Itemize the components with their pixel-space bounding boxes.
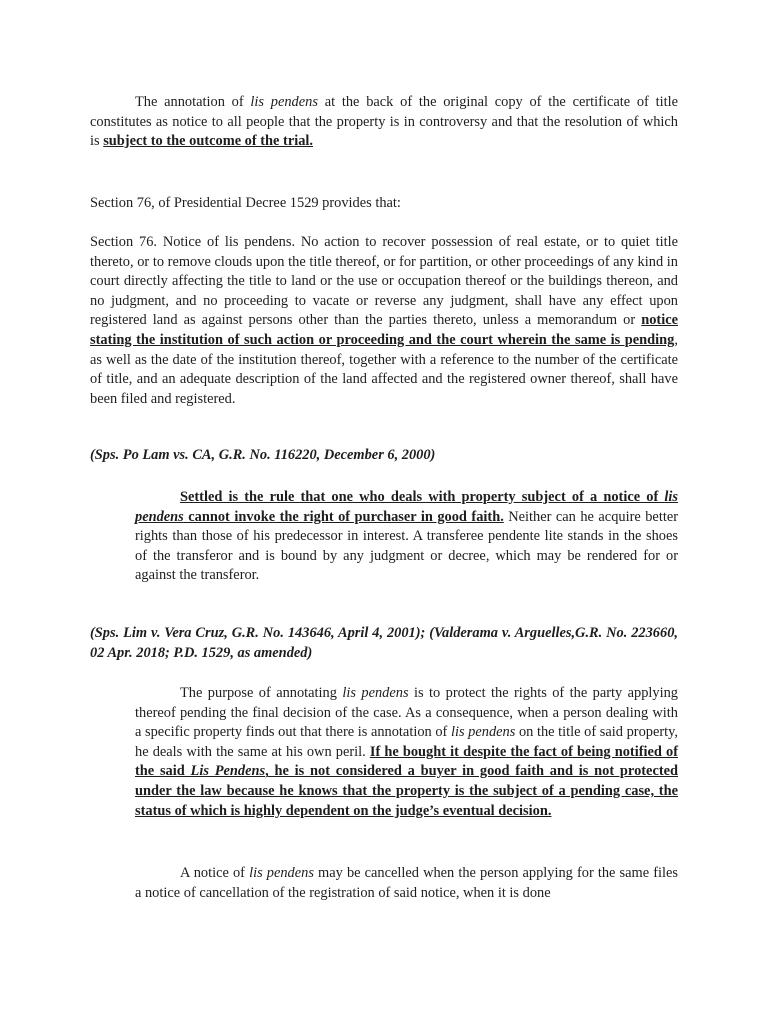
paragraph-section-76 — [90, 233, 678, 409]
emphasis-lis-pendens: lis pendens — [135, 489, 678, 525]
citation-po-lam: (Sps. Po Lam vs. CA, G.R. No. 116220, December 6, 2000) — [90, 447, 436, 463]
emphasis-settled: Settled is the rule that one who deals with property subject of a notice of — [180, 489, 665, 505]
text: The purpose of annotating — [180, 685, 343, 701]
paragraph-settled-rule — [135, 488, 678, 586]
paragraph-purpose — [135, 684, 678, 821]
emphasis-good-faith: , he is not considered a buyer in good faith and is not protected under the law because he knows that the property is the subject of a pending case, the status of which is highly dependent on the judge’s eventual decision. — [135, 763, 679, 819]
text: at the back of the original copy of the certificate of title constitutes as notice to all people that the property is in controversy and that the resolution of which is — [90, 94, 678, 150]
text: on the title of said property, he deals with the same at his own peril. — [135, 724, 678, 760]
text: , as well as the date of the institution thereof, together with a reference to the number of the certificate of title, and an adequate description of the land affected and the registered owner thereof, shall have been filed and registered. — [90, 331, 678, 407]
paragraph-section-intro: Section 76, of Presidential Decree 1529 provides that: — [90, 195, 401, 211]
text: The annotation of — [135, 94, 251, 110]
text: Neither can he acquire better rights than those of his predecessor in interest. A transferee pendente lite stands in the shoes of the transferor and is bound by any judgment or decree, which may be rendered for or against the transferor. — [135, 508, 678, 584]
emphasis-notice: notice stating the institution of such action or proceeding and the court wherein the same is pending — [90, 312, 678, 348]
emphasis-lis-pendens: Lis Pendens — [190, 763, 266, 780]
emphasis-outcome: subject to the outcome of the trial. — [103, 133, 314, 150]
text: A notice of — [180, 865, 250, 881]
paragraph-annotation — [90, 93, 678, 152]
citation-lim-valderama: (Sps. Lim v. Vera Cruz, G.R. No. 143646, April 4, 2001); (Valderama v. Arguelles,G.R. No. 223660, 02 Apr. 2018; P.D. 1529, as amended) — [90, 625, 678, 661]
text: is to protect the rights of the party applying thereof pending the final decision of the case. As a consequence, when a person dealing with a specific property finds out that there is annotation of — [135, 685, 678, 741]
emphasis-settled: cannot invoke the right of purchaser in good faith. — [183, 508, 504, 525]
emphasis-lis-pendens: lis pendens — [250, 94, 318, 110]
paragraph-cancellation — [135, 864, 678, 903]
emphasis-good-faith: If he bought it despite the fact of being notified of the said — [135, 743, 678, 780]
text: may be cancelled when the person applying for the same files a notice of cancellation of the registration of said notice, when it is done — [135, 865, 678, 901]
emphasis-lis-pendens: lis pendens — [450, 724, 516, 741]
emphasis-lis-pendens: lis pendens — [342, 685, 409, 701]
emphasis-lis-pendens: lis pendens — [249, 865, 314, 881]
text: Section 76. Notice of lis pendens. No action to recover possession of real estate, or to quiet title thereto, or to remove clouds upon the title thereof, or for partition, or other proceedings of any kind in court directly affecting the title to land or the use or occupation thereof or the buildings thereon, and no judgment, and no proceeding to vacate or reverse any judgment, shall have any effect upon registered land as against persons other than the parties thereto, unless a memorandum or — [90, 234, 678, 329]
